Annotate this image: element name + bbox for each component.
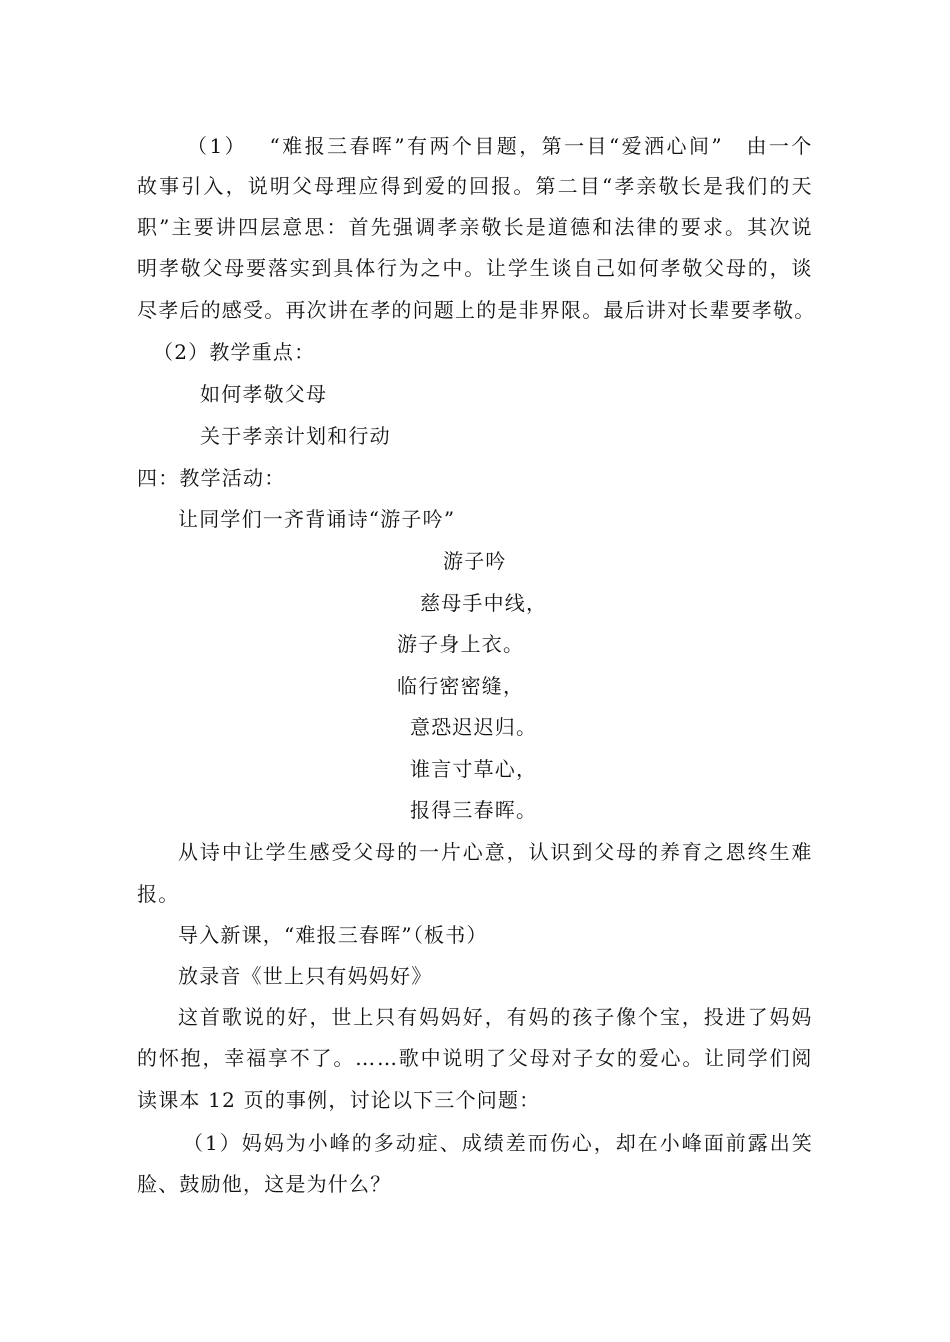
question-line: 脸、鼓励他，这是为什么？: [137, 1172, 392, 1196]
poem-line: 报得三春晖。: [410, 798, 538, 822]
key-point-item: 如何孝敬父母: [200, 382, 328, 406]
paragraph-line: 这 首 歌 说 的 好 ， 世 上 只 有 妈 妈 好 ， 有 妈 的 孩 子 像 个 宝 ， 投 进 了 妈 妈: [178, 1005, 813, 1029]
paragraph-line: 的 怀 抱 ， 幸 福 享 不 了 。 … … 歌 中 说 明 了 父 母 对 子 女 的 爱 心 。 让 同 学 们 阅: [137, 1046, 813, 1070]
new-lesson-line: 导入新课，“难报三春晖”（板书）: [178, 923, 488, 947]
recording-line: 放录音《世上只有妈妈好》: [178, 964, 433, 988]
poem-line: 慈母手中线，: [420, 591, 548, 615]
paragraph-line: 明 孝 敬 父 母 要 落 实 到 具 体 行 为 之 中 。 让 学 生 谈 自 己 如 何 孝 敬 父 母 的 ， 谈: [137, 256, 813, 280]
question-line: （ 1 ） 妈 妈 为 小 峰 的 多 动 症 、 成 绩 差 而 伤 心 ， 却 在 小 峰 面 前 露 出 笑: [183, 1131, 813, 1155]
paragraph-line: 职 ” 主 要 讲 四 层 意 思 ： 首 先 强 调 孝 亲 敬 长 是 道 德 和 法 律 的 要 求 。 其 次 说: [137, 215, 813, 239]
poem-title: 游子吟: [443, 549, 507, 573]
poem-line: 游子身上衣。: [397, 632, 525, 656]
activity-intro: 让同学们一齐背诵诗“游子吟”: [178, 507, 456, 531]
paragraph-line: 故 事 引 入 ， 说 明 父 母 理 应 得 到 爱 的 回 报 。 第 二 目 “ 孝 亲 敬 长 是 我 们 的 天: [137, 174, 813, 198]
section-heading: 四：教学活动：: [137, 466, 286, 490]
paragraph-line: 读课本 12 页的事例，讨论以下三个问题：: [137, 1088, 541, 1112]
paragraph-line: 报。: [137, 882, 180, 906]
key-points-heading: （2）教学重点：: [153, 340, 316, 364]
paragraph-line: 从 诗 中 让 学 生 感 受 父 母 的 一 片 心 意 ， 认 识 到 父 母 的 养 育 之 恩 终 生 难: [178, 840, 813, 864]
paragraph-line: 尽孝后的感受。再次讲在孝的问题上的是非界限。最后讲对长辈要孝敬。: [137, 298, 816, 322]
key-point-item: 关于孝亲计划和行动: [200, 424, 391, 448]
paragraph-line: （ 1 ） “ 难 报 三 春 晖 ” 有 两 个 目 题 ， 第 一 目 “ 爱 洒 心 间 ” 由 一 个: [187, 134, 813, 158]
poem-line: 临行密密缝，: [397, 674, 525, 698]
poem-line: 意恐迟迟归。: [410, 715, 538, 739]
poem-line: 谁言寸草心，: [410, 757, 538, 781]
